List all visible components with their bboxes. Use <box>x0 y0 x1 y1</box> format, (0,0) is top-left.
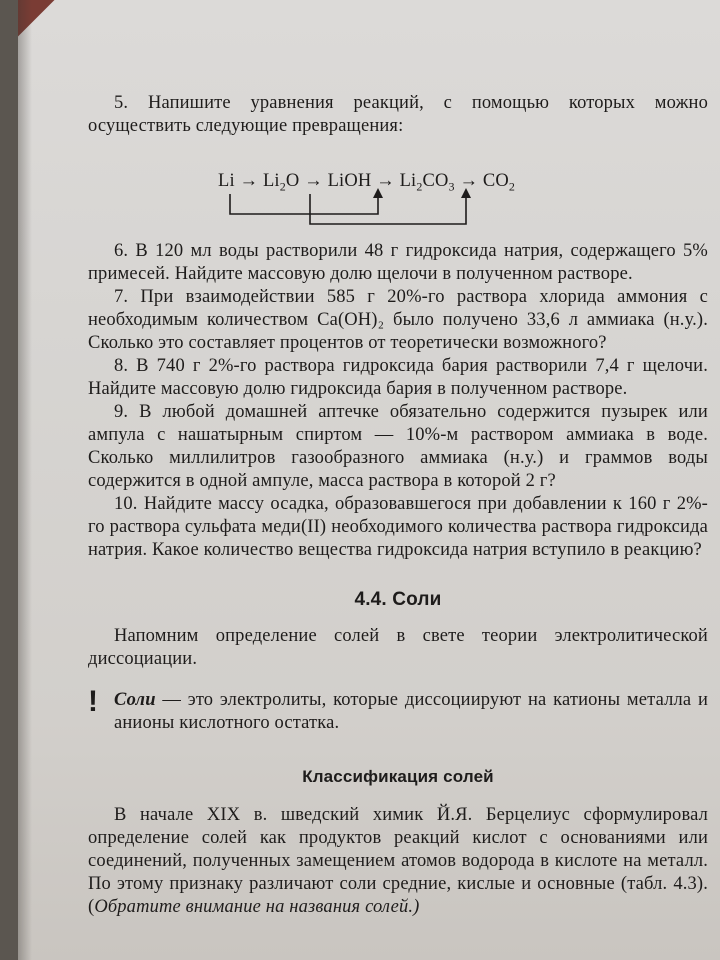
formula-arrow-2: → <box>304 171 323 191</box>
section-title: 4.4. Соли <box>354 589 442 610</box>
book-page <box>18 0 720 960</box>
subsection-title: Классификация солей <box>302 767 494 786</box>
formula-arrow-3: → <box>376 171 395 191</box>
definition-text <box>114 689 708 735</box>
definition-note <box>88 685 708 735</box>
reaction-formula <box>218 170 515 199</box>
formula-arrow-1: → <box>239 171 259 191</box>
task-6: 6. В 120 мл воды растворили 48 г гидроксида натрия, содержащего 5% примесей. Найдите массовую долю щелочи в полученном растворе. <box>88 241 708 284</box>
classification-text: В начале XIX в. шведский химик Й.Я. Берцелиус сформулировал определение солей как продуктов реакций кислот с основаниями или соединений, полученных замещением атомов водорода в кислоте на металл. По этому признаку различают соли средние, кислые и основные (табл. 4.3). ( <box>88 805 708 917</box>
page-text <box>88 92 708 919</box>
intro-paragraph: Напомним определение солей в свете теории электролитической диссоциации. <box>88 626 708 669</box>
task-8: 8. В 740 г 2%-го раствора гидроксида бария растворили 7,4 г щелочи. Найдите массовую долю гидроксида бария в полученном растворе. <box>88 356 708 399</box>
classification-paragraph <box>88 804 708 919</box>
formula-lioh: LiOH <box>327 171 372 191</box>
definition-term: Соли <box>114 690 156 710</box>
classification-italic: Обратите внимание на названия солей.) <box>94 897 420 917</box>
formula-li: Li <box>218 171 235 191</box>
task-5: 5. Напишите уравнения реакций, с помощью которых можно осуществить следующие превращения: <box>88 93 708 136</box>
formula-li2o: $Li_2O$ <box>262 171 300 194</box>
task-7: 7. При взаимодействии 585 г 20%-го раствора хлорида аммония с необходимым количеством Ca(OH)₂ было получено 33,6 л аммиака (н.у.). Сколько это составляет процентов от теоретически возможного? <box>88 287 708 353</box>
reaction-scheme <box>88 142 708 232</box>
formula-co2: $CO_2$ <box>482 171 516 194</box>
task-9: 9. В любой домашней аптечке обязательно содержится пузырек или ампула с нашатырным спиртом — 10%-м раствором аммиака в воде. Сколько миллилитров газообразного аммиака (н.у.) и граммов воды содержится в одной ампуле, масса раствора в которой 2 г? <box>88 402 708 491</box>
page-edge-shadow <box>18 0 32 960</box>
formula-arrow-4: → <box>459 171 479 191</box>
definition-body: — это электролиты, которые диссоциируют на катионы металла и анионы кислотного остатка. <box>114 690 708 733</box>
formula-li2co3: $Li_2CO_3$ <box>399 171 455 194</box>
task-10: 10. Найдите массу осадка, образовавшегося при добавлении к 160 г 2%-го раствора сульфата меди(II) необходимого количества раствора гидроксида натрия. Какое количество вещества гидроксида натрия вступило в реакцию? <box>88 494 708 560</box>
exclamation-icon: ! <box>88 685 99 718</box>
